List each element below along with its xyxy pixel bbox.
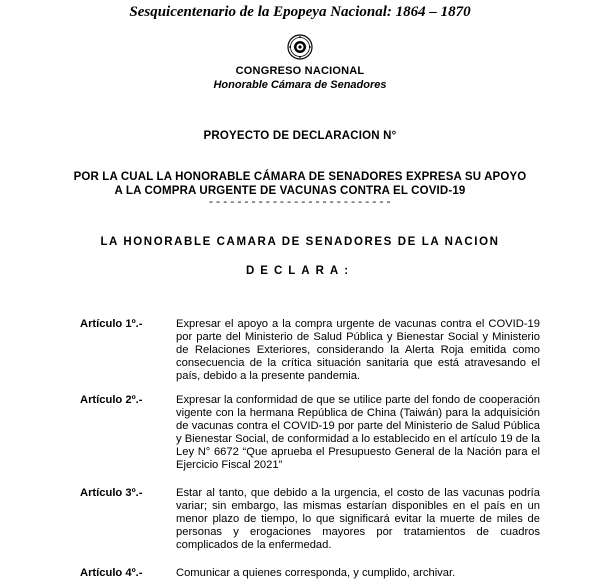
- article-label: Artículo 3º.-: [80, 487, 143, 499]
- article-text: Comunicar a quienes corresponda, y cumplido, archivar.: [176, 567, 456, 579]
- institution-name: CONGRESO NACIONAL: [235, 65, 365, 77]
- chamber-name: Honorable Cámara de Senadores: [213, 79, 387, 91]
- article-label: Artículo 2º.-: [80, 394, 143, 406]
- project-title: PROYECTO DE DECLARACION N°: [203, 130, 397, 142]
- subject-line-1: POR LA CUAL LA HONORABLE CÁMARA DE SENADORES EXPRESA SU APOYO: [73, 171, 527, 183]
- article-text: Expresar el apoyo a la compra urgente de vacunas contra el COVID-19 por parte del Ministerio de Salud Pública y Bienestar Social y Ministerio de Relaciones Exteriores, considerando la Alerta Roja emitida como consecuencia de la crítica situación sanitaria que está atravesando el país, debido a la presente pandemia.: [176, 318, 540, 382]
- separator-line: --------------------------: [207, 197, 393, 209]
- declares-heading: DECLARA:: [245, 265, 355, 277]
- issuer-heading: LA HONORABLE CAMARA DE SENADORES DE LA NACION: [100, 236, 500, 248]
- subject-line-2: A LA COMPRA URGENTE DE VACUNAS CONTRA EL COVID-19: [114, 185, 466, 197]
- article-text: Estar al tanto, que debido a la urgencia, el costo de las vacunas podría variar; sin embargo, las mismas estarían disponibles en el país en un menor plazo de tiempo, lo que significará evitar la muerte de miles de personas y erogaciones mayores por tratamientos de cuadros complicados de la enfermedad.: [176, 487, 540, 551]
- article-label: Artículo 4º.-: [80, 567, 143, 579]
- commemorative-header: Sesquicentenario de la Epopeya Nacional: 1864 – 1870: [129, 4, 471, 20]
- article-label: Artículo 1º.-: [80, 318, 143, 330]
- national-seal-icon: [287, 34, 313, 60]
- article-text: Expresar la conformidad de que se utilice parte del fondo de cooperación vigente con la hermana República de China (Taiwán) para la adquisición de vacunas contra el COVID-19 por parte del Ministerio de Salud Pública y Bienestar Social, de conformidad a lo establecido en el artículo 19 de la Ley N° 6672 “Que aprueba el Presupuesto General de la Nación para el Ejercicio Fiscal 2021”: [176, 394, 540, 471]
